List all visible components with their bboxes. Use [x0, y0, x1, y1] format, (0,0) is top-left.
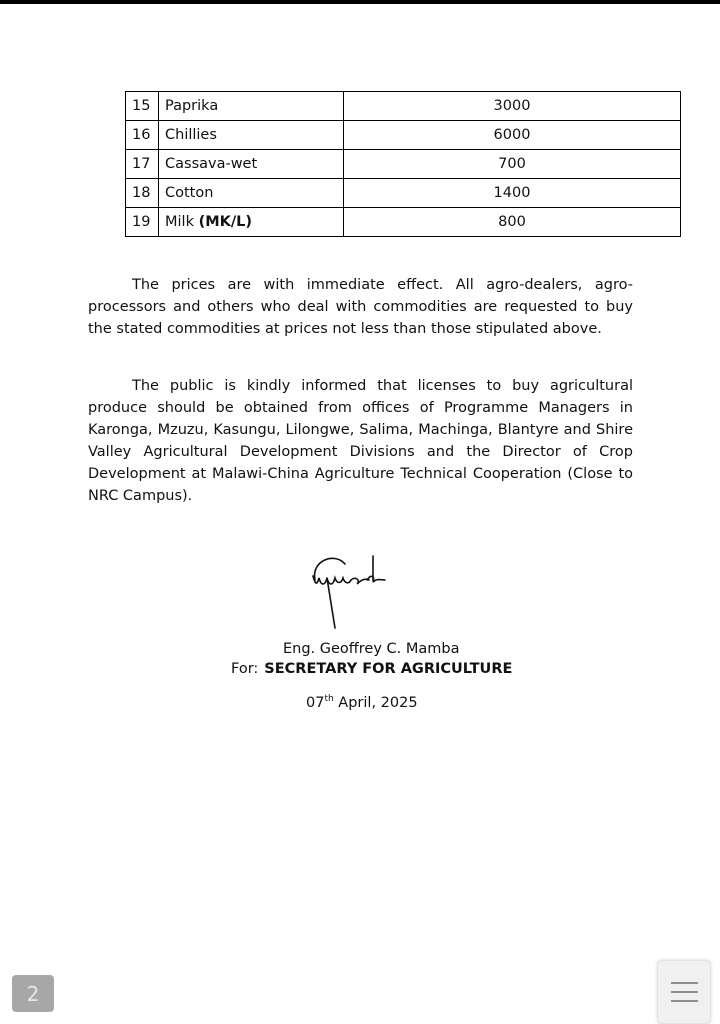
commodity-price-table — [125, 91, 681, 237]
commodity-price: 3000 — [344, 92, 681, 121]
row-number: 18 — [126, 179, 159, 208]
signatory-name: Eng. Geoffrey C. Mamba — [283, 641, 460, 657]
commodity-label: Chillies — [165, 127, 217, 143]
paragraph-prices-effect: The prices are with immediate effect. All agro-dealers, agro-processors and others who deal with commodities are requested to buy the stated commodities at prices not less than those stipulated above. — [88, 277, 633, 337]
for-label: For: — [231, 661, 259, 677]
commodity-price: 1400 — [344, 179, 681, 208]
top-bar — [0, 0, 720, 4]
commodity-label: Cassava-wet — [165, 156, 258, 172]
table-row — [126, 208, 681, 237]
document-date — [306, 694, 418, 711]
secretary-title: SECRETARY FOR AGRICULTURE — [264, 661, 513, 677]
date-suffix: th — [324, 694, 334, 704]
date-day: 07 — [306, 694, 325, 711]
table-row — [126, 179, 681, 208]
commodity-unit: (MK/L) — [198, 214, 253, 230]
commodity-price: 6000 — [344, 121, 681, 150]
row-number: 16 — [126, 121, 159, 150]
commodity-price: 800 — [344, 208, 681, 237]
commodity-name — [159, 150, 344, 179]
row-number: 17 — [126, 150, 159, 179]
commodity-label: Milk — [165, 214, 199, 230]
commodity-name — [159, 92, 344, 121]
date-rest: April, 2025 — [333, 694, 418, 711]
commodity-label: Cotton — [165, 185, 214, 201]
signature-image — [305, 550, 390, 630]
row-number: 19 — [126, 208, 159, 237]
signatory-title — [231, 661, 512, 677]
table-row — [126, 150, 681, 179]
row-number: 15 — [126, 92, 159, 121]
commodity-label: Paprika — [165, 98, 219, 114]
paragraph-licenses: The public is kindly informed that licenses to buy agricultural produce should be obtained from offices of Programme Managers in Karonga, Mzuzu, Kasungu, Lilongwe, Salima, Machinga, Blantyre and Shire Valley Agricultural Development Divisions and the Director of Crop Development at Malawi-China Agriculture Technical Cooperation (Close to NRC Campus). — [88, 378, 633, 504]
commodity-name — [159, 179, 344, 208]
page-number-badge[interactable]: 2 — [12, 975, 54, 1012]
menu-button[interactable] — [657, 960, 711, 1024]
commodity-name — [159, 208, 344, 237]
table-row — [126, 121, 681, 150]
table-row — [126, 92, 681, 121]
commodity-name — [159, 121, 344, 150]
commodity-price: 700 — [344, 150, 681, 179]
